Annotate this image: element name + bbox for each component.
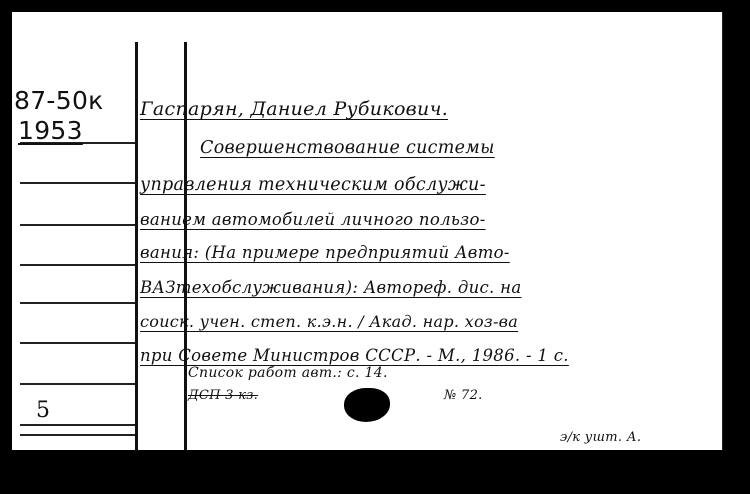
year: 1953 <box>18 116 83 145</box>
ink-blot <box>344 388 390 422</box>
rule-line <box>20 182 135 184</box>
rule-line <box>20 342 135 344</box>
number-line: № 72. <box>444 388 483 403</box>
rule-line <box>20 302 135 304</box>
left-margin-line <box>135 42 138 450</box>
title-line-2: управления техническим обслужи- <box>140 175 486 195</box>
rule-line <box>20 224 135 226</box>
title-line-3: ванием автомобилей личного пользо- <box>140 210 486 229</box>
bottom-note: э/к ушт. А. <box>560 430 642 445</box>
title-line-4: вания: (На примере предприятий Авто- <box>140 243 510 262</box>
author-line: Гаспарян, Даниел Рубикович. <box>140 98 449 120</box>
title-line-5: ВАЗтехобслуживания): Автореф. дис. на <box>140 278 522 297</box>
call-number: 87-50к <box>14 86 104 115</box>
rule-line <box>20 383 135 385</box>
rule-line <box>20 434 135 436</box>
works-list-line: Список работ авт.: с. 14. <box>188 365 388 381</box>
catalog-card <box>12 12 723 450</box>
title-line-6: соиск. учен. степ. к.э.н. / Акад. нар. хоз-ва <box>140 312 519 331</box>
rule-line <box>20 264 135 266</box>
title-line-1: Совершенствование системы <box>200 138 495 158</box>
copies-line: ДСП 3 кз. <box>188 388 259 403</box>
margin-number: 5 <box>36 398 51 423</box>
rule-line <box>20 424 135 426</box>
title-line-7: при Совете Министров СССР. - М., 1986. - 1 с. <box>140 346 569 365</box>
